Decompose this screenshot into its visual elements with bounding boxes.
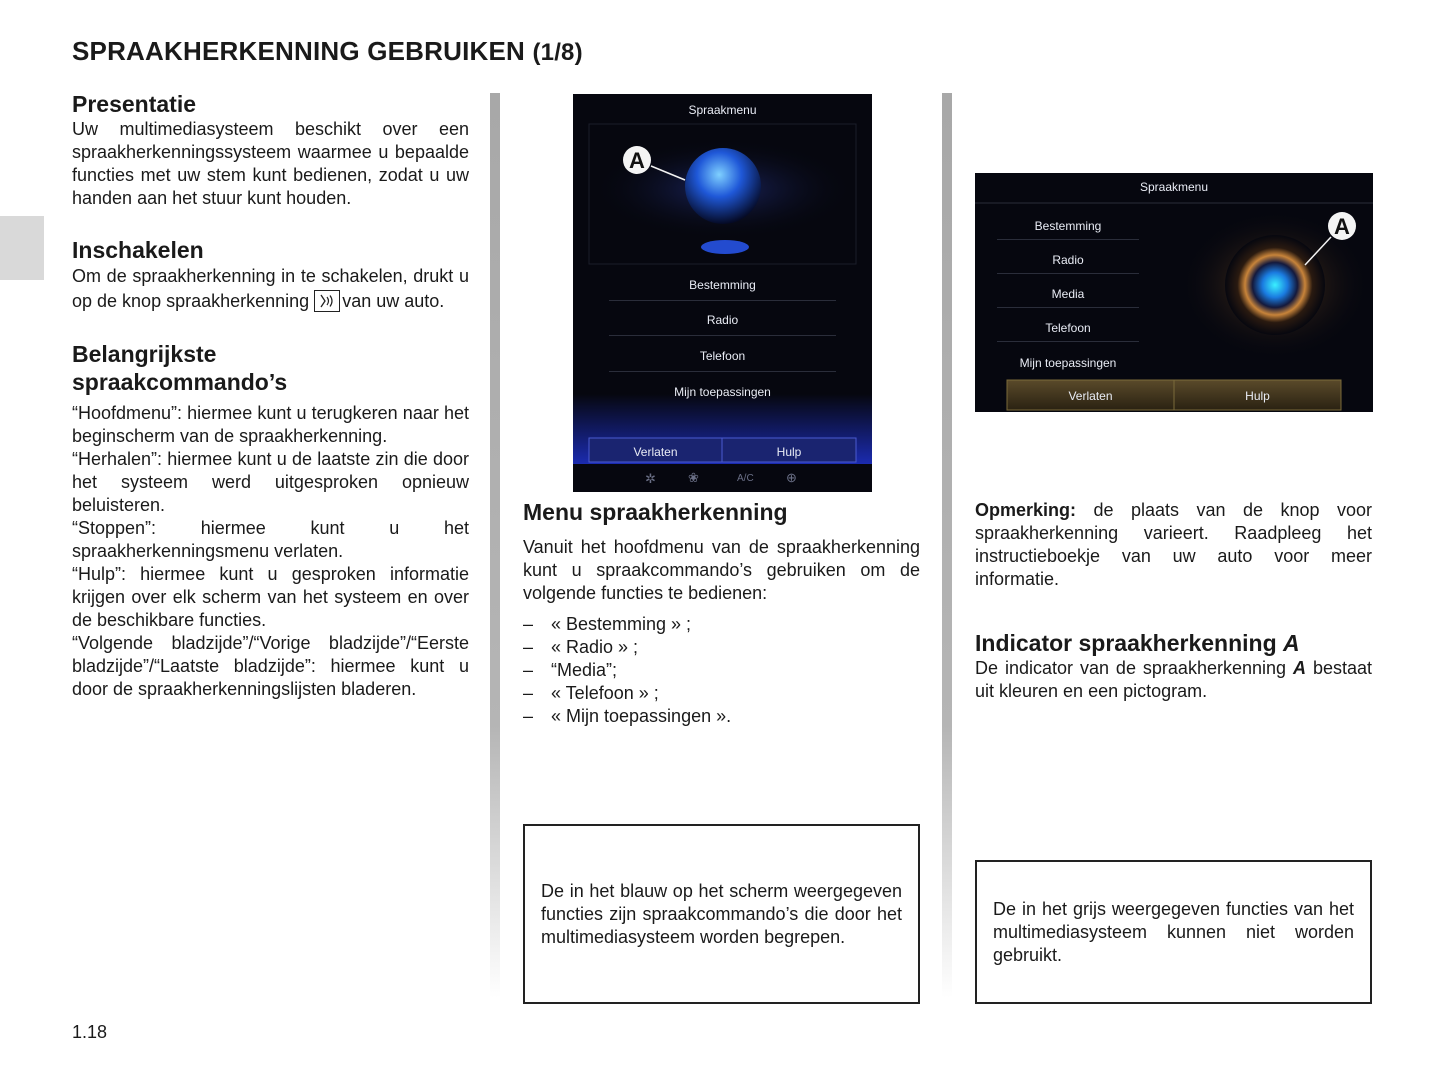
hulp-button[interactable]: Hulp	[776, 445, 802, 459]
chapter-tab	[0, 216, 44, 280]
climate-status-bar	[573, 466, 872, 492]
cmd-bladeren: “Volgende bladzijde”/“Vorige bladzijde”/“Eerste bladzijde”/“Laatste bladzijde”: hiermee kunt u door de spraakherkenningslijsten bladeren.	[72, 633, 469, 699]
menu-intro: Vanuit het hoofdmenu van de spraakherkenning kunt u spraakcommando’s gebruiken om de volgende functies te bedienen:	[523, 537, 920, 603]
note-text: Opmerking: de plaats van de knop voor spraakherkenning varieert. Raadpleeg het instructieboekje van uw auto voor meer informatie.	[975, 500, 1372, 589]
callout-a: A	[1328, 212, 1356, 240]
ac-label: A/C	[737, 473, 754, 484]
heading-inschakelen: Inschakelen	[72, 237, 204, 263]
menu-item-telefoon[interactable]: Telefoon	[997, 321, 1139, 342]
cmd-hulp: “Hulp”: hiermee kunt u gesproken informatie krijgen over elk scherm van het systeem en over de beschikbare functies.	[72, 564, 469, 630]
menu-item-mijn-toepassingen[interactable]: Mijn toepassingen	[674, 385, 771, 399]
function-list	[523, 613, 920, 728]
menu-item-radio[interactable]: Radio	[997, 253, 1139, 274]
list-item: – “Media”;	[523, 659, 920, 682]
menu-item-bestemming[interactable]: Bestemming	[997, 219, 1139, 240]
spraakmenu-screen-landscape	[975, 173, 1373, 412]
cmd-stoppen: “Stoppen”: hiermee kunt u het spraakherkenningsmenu verlaten.	[72, 518, 469, 561]
column-divider-1	[490, 93, 500, 998]
column-middle	[523, 498, 920, 728]
screen-title: Spraakmenu	[688, 103, 757, 117]
hulp-button[interactable]: Hulp	[1245, 389, 1270, 403]
note-box-blue: De in het blauw op het scherm weergegeven functies zijn spraakcommando’s die door het multimediasysteem worden begrepen.	[523, 824, 920, 1004]
list-item: – « Bestemming » ;	[523, 613, 920, 636]
cmd-herhalen: “Herhalen”: hiermee kunt u de laatste zin die door het systeem werd uitgesproken opnieuw beluisteren.	[72, 449, 469, 515]
note-box-grey: De in het grijs weergegeven functies van het multimediasysteem kunnen niet worden gebruikt.	[975, 860, 1372, 1004]
heading-spraakcommandos: Belangrijkste spraakcommando’s	[72, 341, 288, 395]
recirculation-icon: ⊕	[786, 470, 797, 485]
verlaten-button[interactable]: Verlaten	[1068, 389, 1113, 403]
menu-item-media[interactable]: Media	[997, 287, 1139, 308]
page-number: 1.18	[72, 1022, 108, 1042]
column-right	[975, 499, 1372, 703]
verlaten-button[interactable]: Verlaten	[633, 445, 678, 459]
menu-item-radio[interactable]: Radio	[609, 313, 836, 336]
list-item: – « Telefoon » ;	[523, 682, 920, 705]
menu-item-bestemming[interactable]: Bestemming	[609, 278, 836, 301]
heading-presentatie: Presentatie	[72, 91, 197, 117]
indicator-text: De indicator van de spraakherkenning A bestaat uit kleuren en een pictogram.	[975, 658, 1372, 701]
airflow-icon: ❀	[688, 470, 699, 485]
menu-item-mijn-toepassingen[interactable]: Mijn toepassingen	[1019, 356, 1117, 370]
cmd-hoofdmenu: “Hoofdmenu”: hiermee kunt u terugkeren naar het beginscherm van de spraakherkenning.	[72, 403, 469, 446]
presentatie-text: Uw multimediasysteem beschikt over een spraakherkenningssysteem waarmee u bepaalde functies met uw stem kunt bedienen, zodat u uw handen aan het stuur kunt houden.	[72, 119, 469, 208]
heading-menu-spraakherkenning: Menu spraakherkenning	[523, 499, 788, 525]
screen-title: Spraakmenu	[1139, 180, 1209, 194]
fan-icon: ✲	[645, 471, 656, 486]
heading-indicator: Indicator spraakherkenning A	[975, 630, 1300, 656]
callout-a: A	[623, 146, 651, 174]
list-item: – « Radio » ;	[523, 636, 920, 659]
list-item: – « Mijn toepassingen ».	[523, 705, 920, 728]
spraakmenu-screen-portrait	[573, 94, 872, 492]
page-title: SPRAAKHERKENNING GEBRUIKEN (1/8)	[72, 36, 583, 66]
column-left	[72, 90, 469, 725]
voice-button-icon	[314, 290, 340, 312]
menu-item-telefoon[interactable]: Telefoon	[609, 349, 836, 372]
inschakelen-text: Om de spraakherkenning in te schakelen, drukt u op de knop spraakherkenning van uw auto.	[72, 266, 469, 311]
column-divider-2	[942, 93, 952, 998]
